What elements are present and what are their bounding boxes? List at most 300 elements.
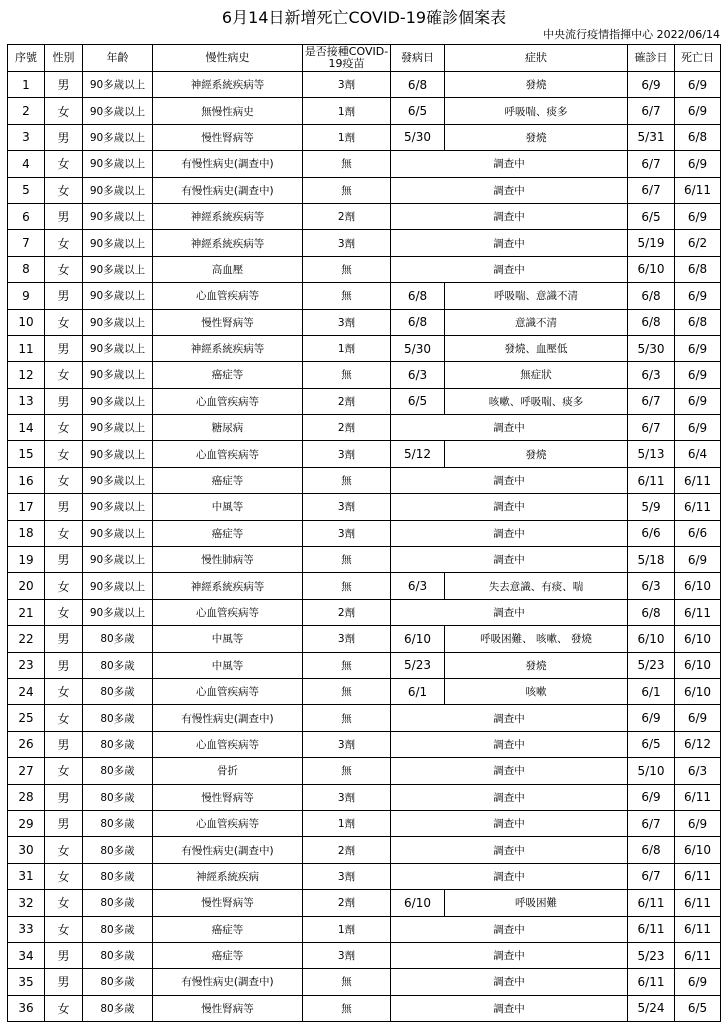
header-death: 死亡日: [675, 45, 721, 72]
cell-death: 6/4: [675, 441, 721, 467]
table-row: [8, 203, 721, 229]
cell-vaccine: 3劑: [303, 863, 391, 889]
cell-condition: 糖尿病: [153, 415, 303, 441]
cell-sex: 男: [45, 72, 83, 98]
cell-diagnosis: 6/9: [628, 784, 675, 810]
cell-age: 90多歲以上: [83, 124, 153, 150]
table-row: [8, 942, 721, 968]
cell-onset: 5/30: [391, 335, 445, 361]
cell-vaccine: 無: [303, 467, 391, 493]
cell-condition: 有慢性病史(調查中): [153, 177, 303, 203]
cell-death: 6/5: [675, 995, 721, 1021]
cell-sex: 女: [45, 362, 83, 388]
cell-diagnosis: 5/31: [628, 124, 675, 150]
cell-investigating: 調查中: [391, 705, 628, 731]
header-vaccine: 是否接種COVID-19疫苗: [303, 45, 391, 72]
table-row: [8, 72, 721, 98]
cell-death: 6/6: [675, 520, 721, 546]
cell-diagnosis: 6/1: [628, 678, 675, 704]
cell-seq: 16: [8, 467, 45, 493]
table-row: [8, 626, 721, 652]
cell-vaccine: 無: [303, 256, 391, 282]
cell-diagnosis: 6/8: [628, 283, 675, 309]
cell-diagnosis: 6/8: [628, 309, 675, 335]
cell-age: 90多歲以上: [83, 467, 153, 493]
cell-seq: 30: [8, 837, 45, 863]
cell-seq: 14: [8, 415, 45, 441]
cell-seq: 31: [8, 863, 45, 889]
cell-death: 6/9: [675, 388, 721, 414]
cell-investigating: 調查中: [391, 731, 628, 757]
cell-symptoms: 意識不清: [445, 309, 628, 335]
table-row: [8, 177, 721, 203]
cell-vaccine: 3劑: [303, 441, 391, 467]
cell-sex: 男: [45, 124, 83, 150]
cell-onset: 5/30: [391, 124, 445, 150]
cell-investigating: 調查中: [391, 520, 628, 546]
cell-seq: 17: [8, 494, 45, 520]
cell-death: 6/12: [675, 731, 721, 757]
cell-age: 90多歲以上: [83, 573, 153, 599]
cell-vaccine: 1劑: [303, 124, 391, 150]
cell-vaccine: 3劑: [303, 731, 391, 757]
cell-seq: 23: [8, 652, 45, 678]
cell-death: 6/8: [675, 124, 721, 150]
cell-symptoms: 咳嗽: [445, 678, 628, 704]
cell-symptoms: 無症狀: [445, 362, 628, 388]
cell-age: 90多歲以上: [83, 256, 153, 282]
cell-age: 80多歲: [83, 942, 153, 968]
cell-diagnosis: 5/19: [628, 230, 675, 256]
table-row: [8, 494, 721, 520]
cell-seq: 19: [8, 547, 45, 573]
cell-condition: 骨折: [153, 758, 303, 784]
cell-investigating: 調查中: [391, 942, 628, 968]
cell-seq: 1: [8, 72, 45, 98]
cell-sex: 男: [45, 969, 83, 995]
cell-condition: 慢性肺病等: [153, 547, 303, 573]
header-seq: 序號: [8, 45, 45, 72]
cell-diagnosis: 5/30: [628, 335, 675, 361]
cell-symptoms: 呼吸喘、痰多: [445, 98, 628, 124]
cell-sex: 女: [45, 520, 83, 546]
cell-condition: 癌症等: [153, 362, 303, 388]
cell-condition: 神經系統疾病等: [153, 203, 303, 229]
table-row: [8, 441, 721, 467]
cell-condition: 中風等: [153, 652, 303, 678]
table-row: [8, 995, 721, 1021]
cell-death: 6/9: [675, 705, 721, 731]
cell-investigating: 調查中: [391, 256, 628, 282]
cell-seq: 28: [8, 784, 45, 810]
cell-vaccine: 1劑: [303, 335, 391, 361]
cell-vaccine: 2劑: [303, 388, 391, 414]
cell-diagnosis: 6/5: [628, 731, 675, 757]
table-row: [8, 916, 721, 942]
cell-condition: 心血管疾病等: [153, 810, 303, 836]
cell-vaccine: 1劑: [303, 916, 391, 942]
cell-seq: 18: [8, 520, 45, 546]
table-row: [8, 678, 721, 704]
cell-seq: 21: [8, 599, 45, 625]
cell-death: 6/9: [675, 203, 721, 229]
cell-seq: 7: [8, 230, 45, 256]
table-header-row: [8, 45, 721, 72]
cell-condition: 慢性腎病等: [153, 890, 303, 916]
cell-sex: 男: [45, 942, 83, 968]
cell-age: 90多歲以上: [83, 520, 153, 546]
cell-diagnosis: 6/11: [628, 969, 675, 995]
cell-diagnosis: 6/6: [628, 520, 675, 546]
cell-age: 80多歲: [83, 758, 153, 784]
cell-diagnosis: 6/9: [628, 705, 675, 731]
cell-condition: 癌症等: [153, 942, 303, 968]
cell-age: 80多歲: [83, 863, 153, 889]
cell-sex: 女: [45, 995, 83, 1021]
cell-death: 6/9: [675, 969, 721, 995]
cell-diagnosis: 6/7: [628, 151, 675, 177]
cell-death: 6/3: [675, 758, 721, 784]
cell-symptoms: 失去意識、有痰、喘: [445, 573, 628, 599]
cell-death: 6/9: [675, 547, 721, 573]
cell-condition: 神經系統疾病等: [153, 72, 303, 98]
cell-sex: 女: [45, 863, 83, 889]
cell-death: 6/9: [675, 415, 721, 441]
cell-investigating: 調查中: [391, 203, 628, 229]
cell-vaccine: 1劑: [303, 98, 391, 124]
cell-seq: 35: [8, 969, 45, 995]
cell-death: 6/8: [675, 309, 721, 335]
table-row: [8, 98, 721, 124]
table-row: [8, 758, 721, 784]
cell-death: 6/10: [675, 626, 721, 652]
cell-diagnosis: 6/11: [628, 890, 675, 916]
table-row: [8, 230, 721, 256]
cell-sex: 女: [45, 98, 83, 124]
cell-onset: 6/10: [391, 890, 445, 916]
cell-symptoms: 咳嗽、呼吸喘、痰多: [445, 388, 628, 414]
cell-onset: 6/5: [391, 98, 445, 124]
cell-sex: 男: [45, 494, 83, 520]
cell-diagnosis: 6/3: [628, 362, 675, 388]
cell-vaccine: 1劑: [303, 810, 391, 836]
cell-vaccine: 3劑: [303, 626, 391, 652]
cell-onset: 5/23: [391, 652, 445, 678]
header-condition: 慢性病史: [153, 45, 303, 72]
cell-death: 6/11: [675, 863, 721, 889]
header-age: 年齡: [83, 45, 153, 72]
cell-investigating: 調查中: [391, 415, 628, 441]
cell-age: 90多歲以上: [83, 72, 153, 98]
cell-investigating: 調查中: [391, 969, 628, 995]
cell-age: 80多歲: [83, 890, 153, 916]
cell-age: 90多歲以上: [83, 177, 153, 203]
cell-condition: 心血管疾病等: [153, 441, 303, 467]
cell-diagnosis: 6/7: [628, 810, 675, 836]
cell-diagnosis: 5/10: [628, 758, 675, 784]
cell-sex: 男: [45, 547, 83, 573]
table-row: [8, 731, 721, 757]
cell-sex: 女: [45, 467, 83, 493]
cell-condition: 中風等: [153, 494, 303, 520]
cell-investigating: 調查中: [391, 230, 628, 256]
cell-sex: 男: [45, 626, 83, 652]
cell-investigating: 調查中: [391, 758, 628, 784]
cell-death: 6/2: [675, 230, 721, 256]
cell-sex: 女: [45, 151, 83, 177]
cell-seq: 27: [8, 758, 45, 784]
table-row: [8, 652, 721, 678]
cell-onset: 6/1: [391, 678, 445, 704]
cell-death: 6/11: [675, 916, 721, 942]
death-cases-table: [7, 44, 721, 1022]
cell-diagnosis: 6/11: [628, 467, 675, 493]
cell-diagnosis: 6/10: [628, 626, 675, 652]
cell-death: 6/8: [675, 256, 721, 282]
cell-condition: 慢性腎病等: [153, 784, 303, 810]
table-row: [8, 467, 721, 493]
cell-diagnosis: 5/9: [628, 494, 675, 520]
cell-vaccine: 無: [303, 283, 391, 309]
cell-age: 90多歲以上: [83, 230, 153, 256]
cell-death: 6/11: [675, 784, 721, 810]
cell-onset: 6/8: [391, 283, 445, 309]
cell-seq: 20: [8, 573, 45, 599]
cell-seq: 29: [8, 810, 45, 836]
cell-investigating: 調查中: [391, 916, 628, 942]
cell-vaccine: 3劑: [303, 309, 391, 335]
cell-death: 6/11: [675, 890, 721, 916]
cell-vaccine: 2劑: [303, 203, 391, 229]
cell-age: 80多歲: [83, 784, 153, 810]
cell-seq: 6: [8, 203, 45, 229]
cell-seq: 13: [8, 388, 45, 414]
cell-vaccine: 無: [303, 547, 391, 573]
cell-vaccine: 2劑: [303, 415, 391, 441]
cell-investigating: 調查中: [391, 784, 628, 810]
table-row: [8, 890, 721, 916]
cell-condition: 心血管疾病等: [153, 283, 303, 309]
cell-vaccine: 無: [303, 573, 391, 599]
cell-condition: 有慢性病史(調查中): [153, 837, 303, 863]
table-row: [8, 784, 721, 810]
cell-vaccine: 3劑: [303, 784, 391, 810]
cell-vaccine: 無: [303, 758, 391, 784]
cell-age: 90多歲以上: [83, 283, 153, 309]
cell-death: 6/11: [675, 467, 721, 493]
cell-symptoms: 發燒、血壓低: [445, 335, 628, 361]
cell-diagnosis: 5/18: [628, 547, 675, 573]
cell-symptoms: 呼吸喘、意識不清: [445, 283, 628, 309]
table-row: [8, 969, 721, 995]
cell-investigating: 調查中: [391, 494, 628, 520]
table-row: [8, 415, 721, 441]
cell-age: 90多歲以上: [83, 335, 153, 361]
cell-age: 80多歲: [83, 678, 153, 704]
cell-vaccine: 3劑: [303, 72, 391, 98]
cell-condition: 癌症等: [153, 467, 303, 493]
cell-investigating: 調查中: [391, 837, 628, 863]
cell-diagnosis: 6/9: [628, 72, 675, 98]
cell-diagnosis: 6/7: [628, 863, 675, 889]
cell-onset: 6/5: [391, 388, 445, 414]
cell-onset: 6/3: [391, 362, 445, 388]
cell-condition: 癌症等: [153, 916, 303, 942]
cell-seq: 4: [8, 151, 45, 177]
document-title: 6月14日新增死亡COVID-19確診個案表: [221, 8, 507, 27]
cell-vaccine: 2劑: [303, 890, 391, 916]
cell-age: 80多歲: [83, 652, 153, 678]
cell-sex: 男: [45, 283, 83, 309]
cell-seq: 11: [8, 335, 45, 361]
cell-age: 90多歲以上: [83, 599, 153, 625]
cell-seq: 25: [8, 705, 45, 731]
table-row: [8, 573, 721, 599]
cell-age: 90多歲以上: [83, 362, 153, 388]
table-row: [8, 547, 721, 573]
cell-vaccine: 無: [303, 177, 391, 203]
cell-death: 6/9: [675, 72, 721, 98]
cell-condition: 慢性腎病等: [153, 124, 303, 150]
cell-death: 6/11: [675, 599, 721, 625]
cell-condition: 神經系統疾病: [153, 863, 303, 889]
cell-seq: 32: [8, 890, 45, 916]
cell-vaccine: 2劑: [303, 599, 391, 625]
table-row: [8, 283, 721, 309]
cell-sex: 男: [45, 335, 83, 361]
cell-investigating: 調查中: [391, 863, 628, 889]
cell-seq: 3: [8, 124, 45, 150]
table-row: [8, 599, 721, 625]
cell-sex: 女: [45, 890, 83, 916]
table-row: [8, 335, 721, 361]
cell-vaccine: 無: [303, 362, 391, 388]
cell-seq: 36: [8, 995, 45, 1021]
cell-diagnosis: 6/5: [628, 203, 675, 229]
cell-diagnosis: 6/11: [628, 916, 675, 942]
cell-seq: 10: [8, 309, 45, 335]
cell-death: 6/9: [675, 151, 721, 177]
cell-diagnosis: 6/8: [628, 599, 675, 625]
cell-condition: 神經系統疾病等: [153, 230, 303, 256]
cell-vaccine: 無: [303, 151, 391, 177]
cell-diagnosis: 6/10: [628, 256, 675, 282]
cell-sex: 女: [45, 441, 83, 467]
table-row: [8, 705, 721, 731]
cell-death: 6/10: [675, 652, 721, 678]
cell-symptoms: 呼吸困難、 咳嗽、 發燒: [445, 626, 628, 652]
cell-seq: 26: [8, 731, 45, 757]
cell-age: 80多歲: [83, 995, 153, 1021]
cell-sex: 女: [45, 678, 83, 704]
cell-investigating: 調查中: [391, 599, 628, 625]
cell-sex: 女: [45, 230, 83, 256]
cell-diagnosis: 5/24: [628, 995, 675, 1021]
cell-diagnosis: 6/7: [628, 98, 675, 124]
cell-death: 6/9: [675, 362, 721, 388]
table-row: [8, 863, 721, 889]
cell-death: 6/9: [675, 283, 721, 309]
cell-onset: 6/3: [391, 573, 445, 599]
cell-condition: 神經系統疾病等: [153, 573, 303, 599]
cell-death: 6/9: [675, 335, 721, 361]
header-symptoms: 症狀: [445, 45, 628, 72]
cell-condition: 心血管疾病等: [153, 731, 303, 757]
header-diagnosis: 確診日: [628, 45, 675, 72]
cell-sex: 女: [45, 256, 83, 282]
cell-vaccine: 無: [303, 995, 391, 1021]
cell-age: 90多歲以上: [83, 441, 153, 467]
cell-investigating: 調查中: [391, 151, 628, 177]
cell-vaccine: 3劑: [303, 494, 391, 520]
table-row: [8, 362, 721, 388]
table-row: [8, 256, 721, 282]
table-row: [8, 309, 721, 335]
cell-investigating: 調查中: [391, 810, 628, 836]
cell-death: 6/10: [675, 573, 721, 599]
cell-vaccine: 無: [303, 969, 391, 995]
cell-sex: 女: [45, 177, 83, 203]
cell-condition: 中風等: [153, 626, 303, 652]
cell-seq: 12: [8, 362, 45, 388]
cell-sex: 男: [45, 388, 83, 414]
cell-onset: 6/10: [391, 626, 445, 652]
cell-symptoms: 發燒: [445, 124, 628, 150]
cell-age: 80多歲: [83, 731, 153, 757]
table-row: [8, 388, 721, 414]
cell-diagnosis: 5/23: [628, 652, 675, 678]
cell-age: 90多歲以上: [83, 547, 153, 573]
cell-investigating: 調查中: [391, 547, 628, 573]
cell-investigating: 調查中: [391, 177, 628, 203]
cell-condition: 神經系統疾病等: [153, 335, 303, 361]
cell-age: 80多歲: [83, 810, 153, 836]
cell-death: 6/9: [675, 98, 721, 124]
cell-vaccine: 3劑: [303, 942, 391, 968]
cell-symptoms: 發燒: [445, 652, 628, 678]
cell-onset: 6/8: [391, 72, 445, 98]
cell-symptoms: 發燒: [445, 441, 628, 467]
cell-age: 80多歲: [83, 626, 153, 652]
cell-death: 6/10: [675, 837, 721, 863]
cell-diagnosis: 6/7: [628, 415, 675, 441]
cell-age: 90多歲以上: [83, 388, 153, 414]
cell-sex: 男: [45, 784, 83, 810]
cell-condition: 慢性腎病等: [153, 995, 303, 1021]
table-body: [8, 72, 721, 1022]
cell-age: 90多歲以上: [83, 98, 153, 124]
cell-sex: 男: [45, 203, 83, 229]
cell-age: 90多歲以上: [83, 203, 153, 229]
cell-vaccine: 3劑: [303, 520, 391, 546]
cell-condition: 癌症等: [153, 520, 303, 546]
cell-investigating: 調查中: [391, 995, 628, 1021]
cell-seq: 8: [8, 256, 45, 282]
cell-age: 80多歲: [83, 969, 153, 995]
cell-diagnosis: 6/3: [628, 573, 675, 599]
header-sex: 性別: [45, 45, 83, 72]
cell-age: 90多歲以上: [83, 415, 153, 441]
cell-age: 90多歲以上: [83, 151, 153, 177]
cell-seq: 22: [8, 626, 45, 652]
cell-diagnosis: 6/8: [628, 837, 675, 863]
cell-diagnosis: 5/23: [628, 942, 675, 968]
cell-condition: 有慢性病史(調查中): [153, 151, 303, 177]
cell-age: 80多歲: [83, 705, 153, 731]
cell-death: 6/11: [675, 177, 721, 203]
cell-vaccine: 無: [303, 678, 391, 704]
cell-seq: 33: [8, 916, 45, 942]
